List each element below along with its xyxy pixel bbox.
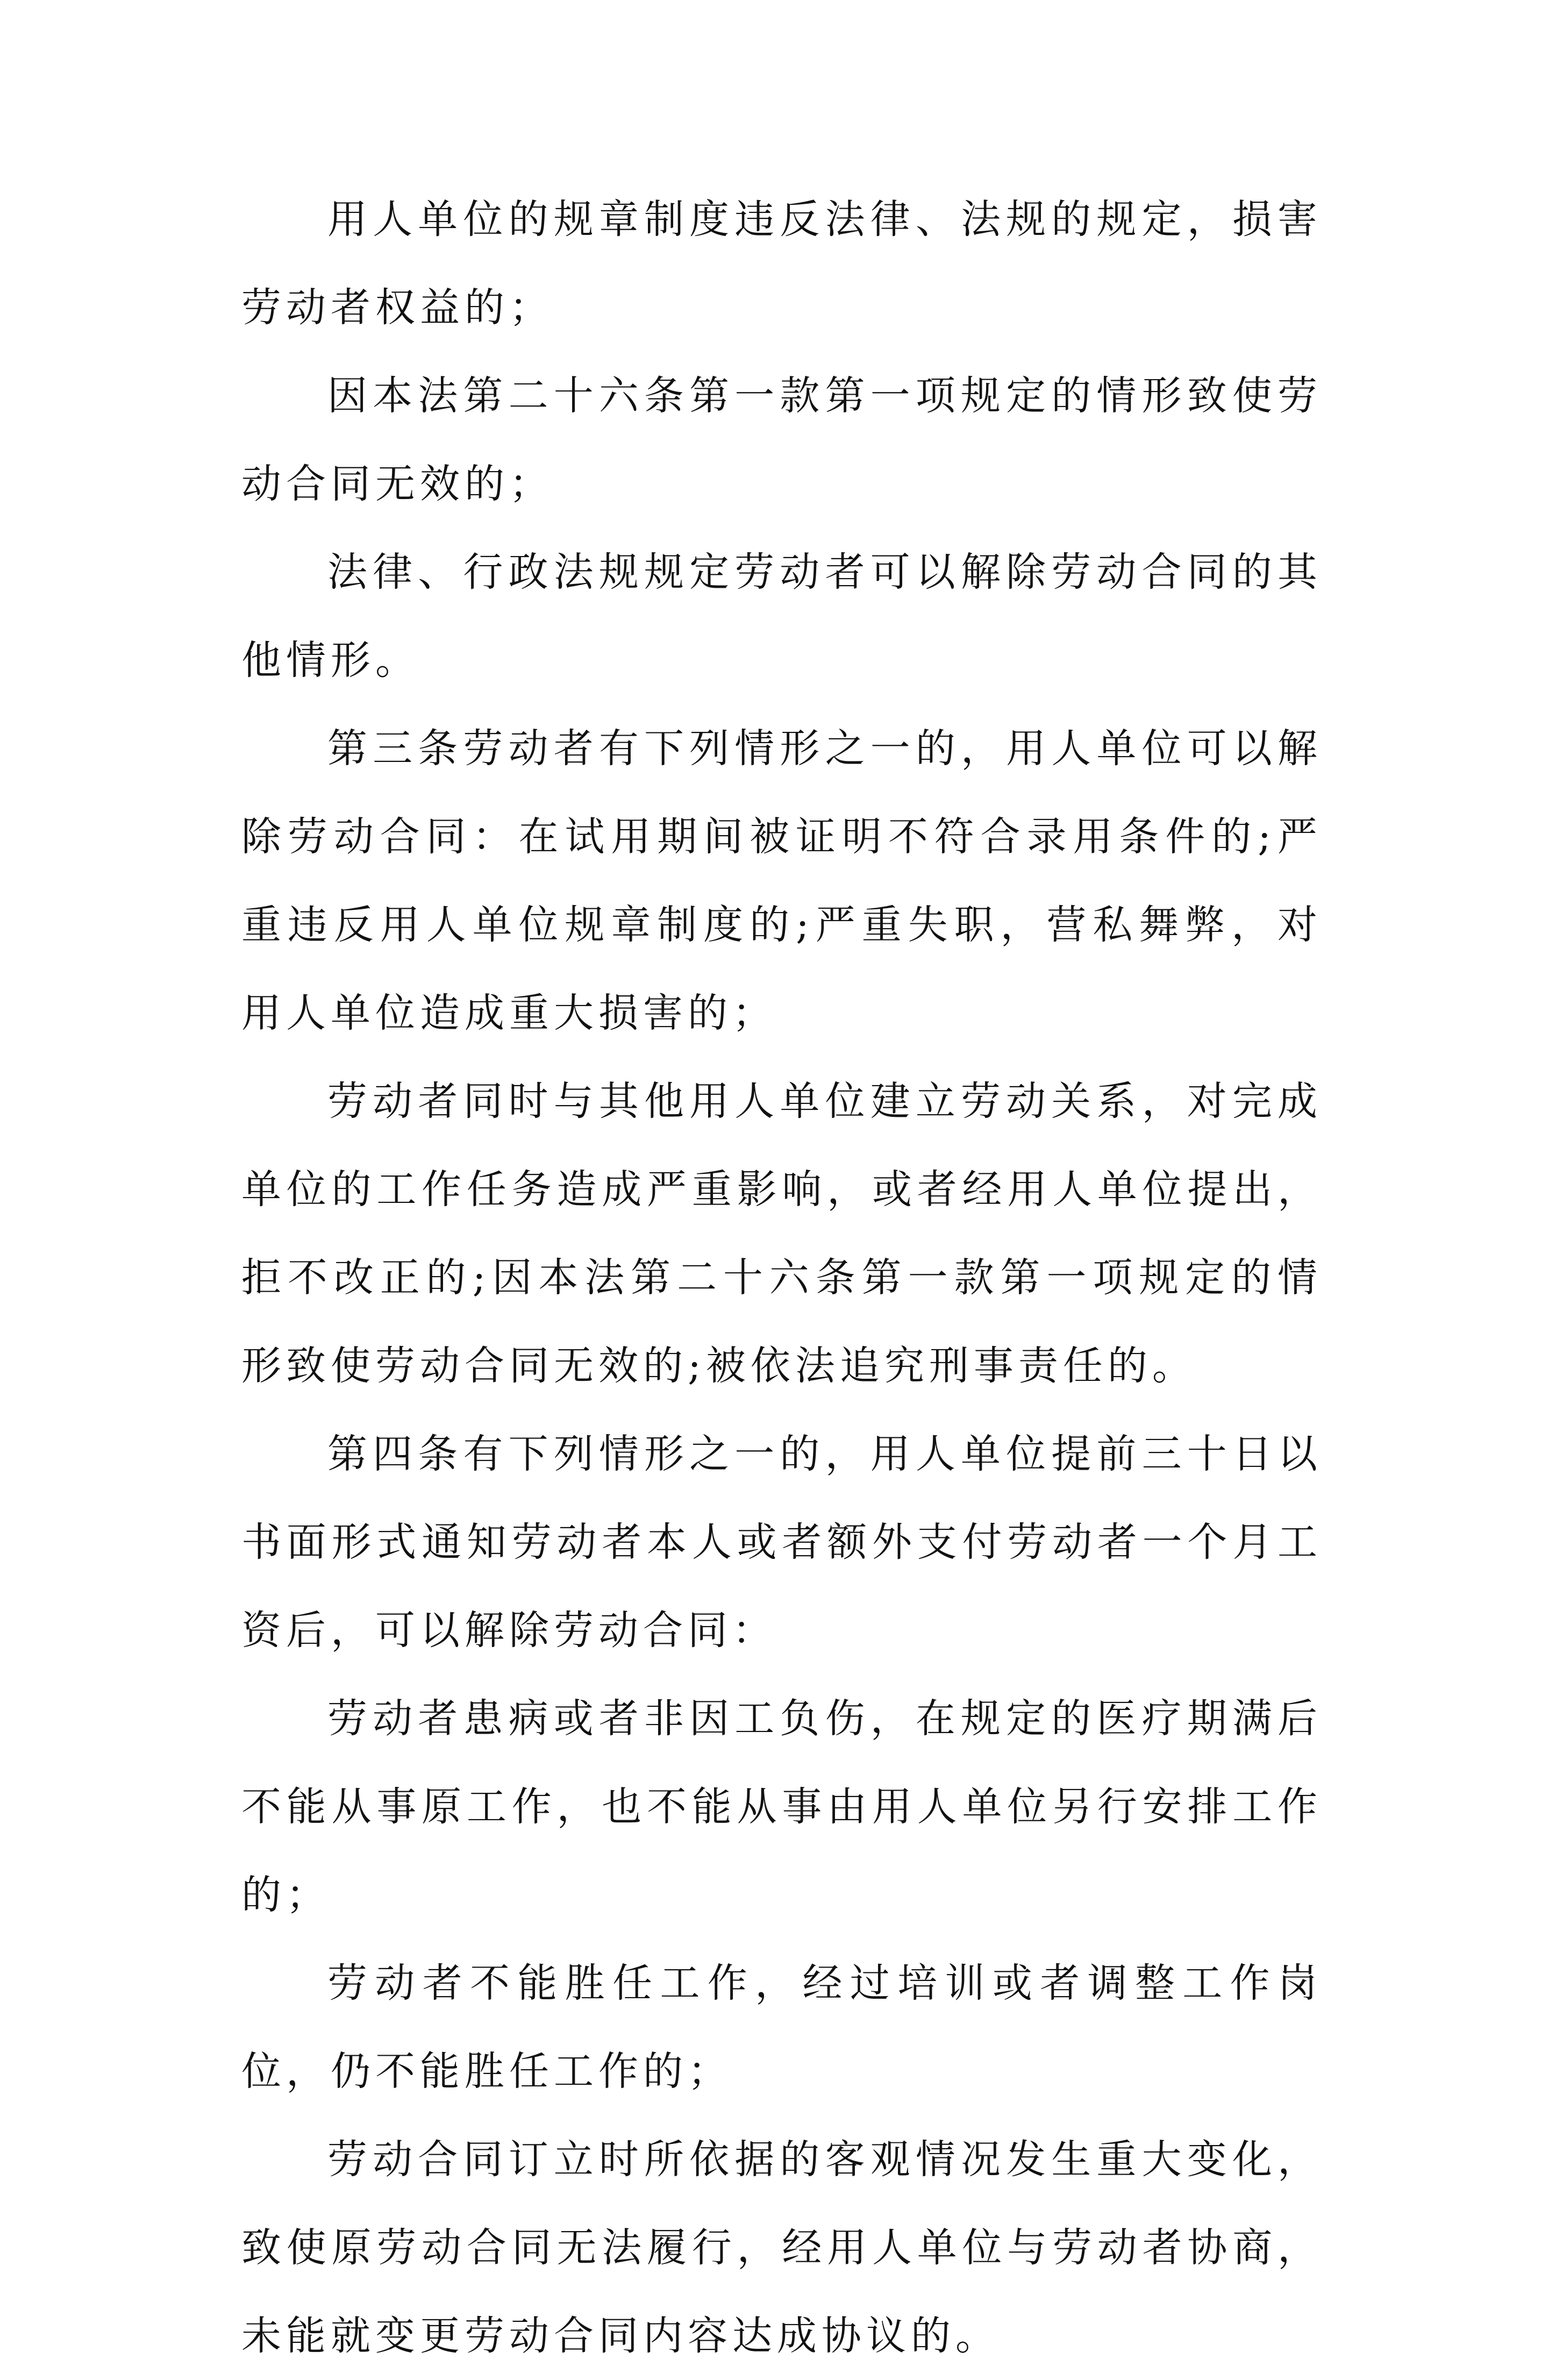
paragraph: 劳动者同时与其他用人单位建立劳动关系，对完成单位的工作任务造成严重影响，或者经用人单位提出，拒不改正的;因本法第二十六条第一款第一项规定的情形致使劳动合同无效的;被依法追究刑事责任的。	[241, 1078, 1322, 1389]
paragraph: 用人单位的规章制度违反法律、法规的规定，损害劳动者权益的；	[241, 196, 1322, 331]
paragraph: 劳动者患病或者非因工负伤，在规定的医疗期满后不能从事原工作，也不能从事由用人单位另行安排工作的；	[241, 1695, 1322, 1918]
paragraph: 第四条有下列情形之一的，用人单位提前三十日以书面形式通知劳动者本人或者额外支付劳动者一个月工资后，可以解除劳动合同：	[241, 1431, 1322, 1654]
paragraph: 第三条劳动者有下列情形之一的，用人单位可以解除劳动合同：在试用期间被证明不符合录用条件的;严重违反用人单位规章制度的;严重失职，营私舞弊，对用人单位造成重大损害的；	[241, 725, 1322, 1036]
paragraph: 法律、行政法规规定劳动者可以解除劳动合同的其他情形。	[241, 549, 1322, 683]
paragraph: 劳动合同订立时所依据的客观情况发生重大变化，致使原劳动合同无法履行，经用人单位与劳动者协商，未能就变更劳动合同内容达成协议的。	[241, 2136, 1322, 2359]
paragraph: 劳动者不能胜任工作，经过培训或者调整工作岗位，仍不能胜任工作的；	[241, 1960, 1322, 2094]
document-body	[241, 175, 1322, 2380]
paragraph: 因本法第二十六条第一款第一项规定的情形致使劳动合同无效的；	[241, 373, 1322, 507]
